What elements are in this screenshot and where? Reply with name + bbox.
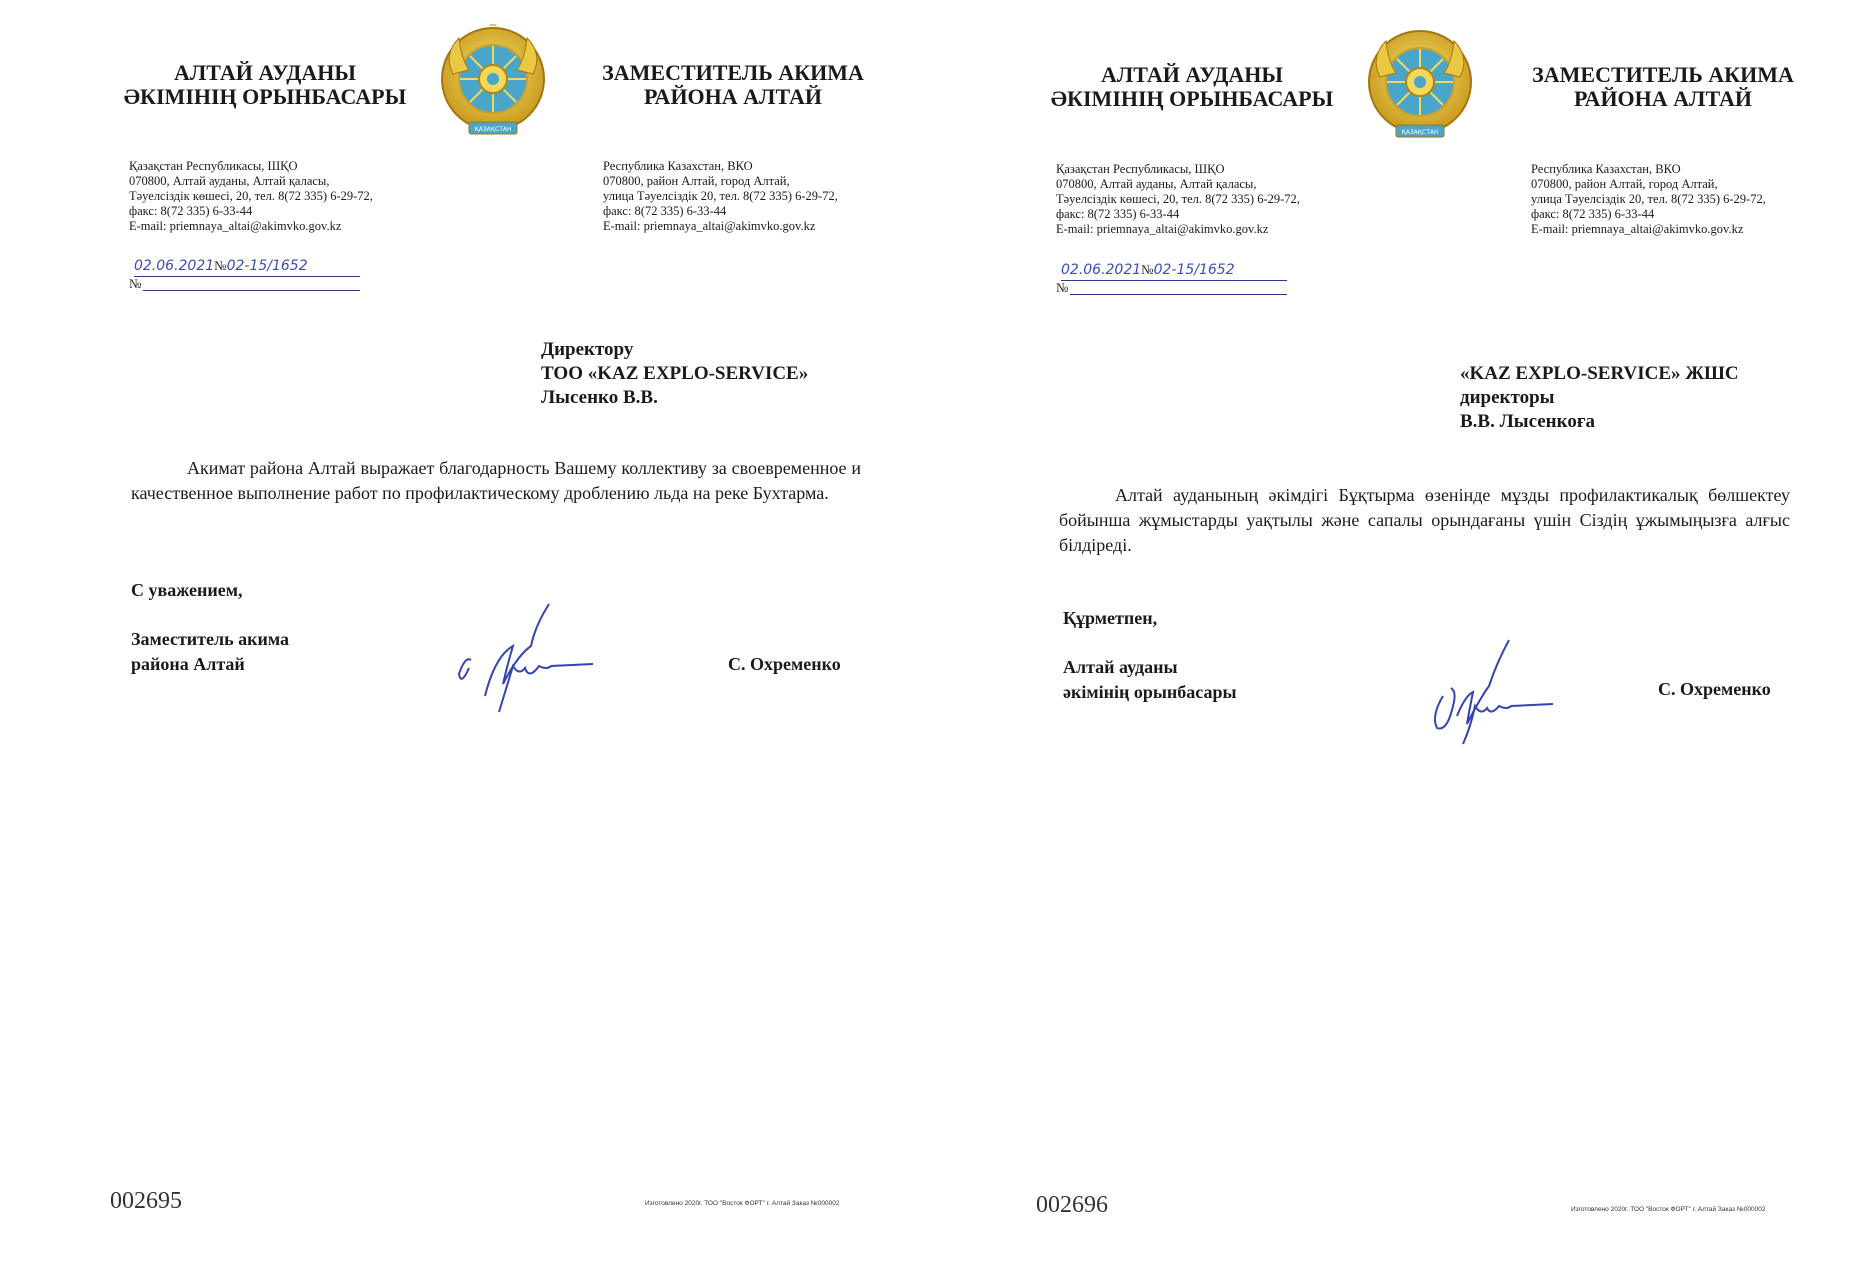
number-sign: № (129, 276, 142, 291)
handwritten-signature (1427, 636, 1557, 756)
emblem-label: ҚАЗАҚСТАН (474, 126, 512, 133)
registration-underline (134, 276, 360, 277)
registration-underline (143, 290, 360, 291)
addressee-line: Лысенко В.В. (541, 387, 658, 408)
address-line: E-mail: priemnaya_altai@akimvko.gov.kz (1056, 222, 1269, 236)
form-serial-number: 002696 (1036, 1192, 1108, 1218)
addressee-block (1460, 362, 1820, 434)
printer-imprint: Изготовлено 2020г. ТОО "Восток ФОРТ" г. Алтай Заказ №000002 (1571, 1206, 1766, 1213)
org-title-ru (1513, 63, 1813, 111)
address-kz (129, 159, 459, 234)
signatory-name: С. Охременко (728, 654, 841, 674)
address-ru (603, 159, 913, 234)
address-line: Тәуелсіздік көшесі, 20, тел. 8(72 335) 6-29-72, (129, 189, 373, 203)
closing-phrase: Құрметпен, (1063, 608, 1158, 628)
addressee-line: «KAZ EXPLO-SERVICE» ЖШС (1460, 363, 1739, 384)
form-serial-number: 002695 (110, 1188, 182, 1214)
signatory-name: С. Охременко (1658, 679, 1771, 699)
address-kz (1056, 162, 1386, 237)
state-emblem-icon (439, 24, 547, 146)
address-line: Қазақстан Республикасы, ШҚО (129, 159, 298, 173)
org-title-kz-line: АЛТАЙ АУДАНЫ (1101, 62, 1283, 87)
address-ru (1531, 162, 1841, 237)
address-line: Республика Казахстан, ВКО (1531, 162, 1681, 176)
org-title-kz-line: ӘКІМІНІҢ ОРЫНБАСАРЫ (1050, 86, 1334, 111)
addressee-line: Директору (541, 339, 634, 360)
number-sign: № (1141, 262, 1154, 277)
number-sign: № (214, 258, 227, 273)
signatory-position (1063, 655, 1323, 705)
registration-underline (1061, 280, 1287, 281)
closing-phrase: С уважением, (131, 580, 243, 600)
position-line: района Алтай (131, 654, 245, 674)
letter-body: Акимат района Алтай выражает благодарность Вашему коллективу за своевременное и качественное выполнение работ по профилактическому дроблению льда на реке Бухтарма. (131, 458, 861, 503)
letter-kazakh (929, 0, 1858, 1280)
registration-date: 02.06.2021 (134, 258, 215, 274)
org-title-kz-line: АЛТАЙ АУДАНЫ (174, 60, 356, 85)
address-line: Тәуелсіздік көшесі, 20, тел. 8(72 335) 6-29-72, (1056, 192, 1300, 206)
org-title-kz-line: ӘКІМІНІҢ ОРЫНБАСАРЫ (123, 84, 407, 109)
number-sign: № (1056, 280, 1069, 295)
org-title-ru-line: РАЙОНА АЛТАЙ (643, 84, 823, 109)
registration-number: 02-15/1652 (1153, 262, 1235, 278)
org-title-kz (1047, 63, 1337, 111)
org-title-kz (120, 61, 410, 109)
address-line: 070800, Алтай ауданы, Алтай қаласы, (1056, 177, 1257, 191)
registration-number: 02-15/1652 (226, 258, 308, 274)
addressee-line: директоры (1460, 387, 1555, 408)
address-line: 070800, район Алтай, город Алтай, (1531, 177, 1718, 191)
handwritten-signature (455, 596, 595, 726)
org-title-ru-line: ЗАМЕСТИТЕЛЬ АКИМА (1532, 62, 1794, 87)
state-emblem-icon (1366, 27, 1474, 149)
emblem-label: ҚАЗАҚСТАН (1401, 129, 1439, 136)
registration-line (1061, 262, 1235, 278)
signatory-position (131, 627, 391, 677)
address-line: E-mail: priemnaya_altai@akimvko.gov.kz (1531, 222, 1744, 236)
letter-body: Алтай ауданының әкімдігі Бұқтырма өзенінде мұзды профилактикалық бөлшектеу бойынша жұмыстарды уақтылы және сапалы орындағаны үшін Сіздің ұжымыңызға алғыс білдіреді. (1059, 485, 1790, 555)
address-line: факс: 8(72 335) 6-33-44 (1531, 207, 1655, 221)
position-line: әкімінің орынбасары (1063, 682, 1237, 702)
org-title-ru-line: ЗАМЕСТИТЕЛЬ АКИМА (602, 60, 864, 85)
addressee-block (541, 338, 901, 410)
addressee-line: В.В. Лысенкоға (1460, 411, 1595, 432)
address-line: 070800, Алтай ауданы, Алтай қаласы, (129, 174, 330, 188)
registration-line (134, 258, 308, 274)
address-line: факс: 8(72 335) 6-33-44 (603, 204, 727, 218)
address-line: улица Тәуелсіздік 20, тел. 8(72 335) 6-29-72, (1531, 192, 1766, 206)
printer-imprint: Изготовлено 2020г. ТОО "Восток ФОРТ" г. Алтай Заказ №000002 (645, 1200, 840, 1207)
org-title-ru-line: РАЙОНА АЛТАЙ (1573, 86, 1753, 111)
registration-date: 02.06.2021 (1061, 262, 1142, 278)
address-line: Республика Казахстан, ВКО (603, 159, 753, 173)
position-line: Заместитель акима (131, 629, 290, 649)
addressee-line: ТОО «KAZ EXPLO-SERVICE» (541, 363, 809, 384)
address-line: E-mail: priemnaya_altai@akimvko.gov.kz (129, 219, 342, 233)
registration-underline (1070, 294, 1287, 295)
address-line: 070800, район Алтай, город Алтай, (603, 174, 790, 188)
org-title-ru (583, 61, 883, 109)
position-line: Алтай ауданы (1063, 657, 1178, 677)
address-line: E-mail: priemnaya_altai@akimvko.gov.kz (603, 219, 816, 233)
address-line: Қазақстан Республикасы, ШҚО (1056, 162, 1225, 176)
address-line: факс: 8(72 335) 6-33-44 (129, 204, 253, 218)
address-line: факс: 8(72 335) 6-33-44 (1056, 207, 1180, 221)
address-line: улица Тәуелсіздік 20, тел. 8(72 335) 6-29-72, (603, 189, 838, 203)
